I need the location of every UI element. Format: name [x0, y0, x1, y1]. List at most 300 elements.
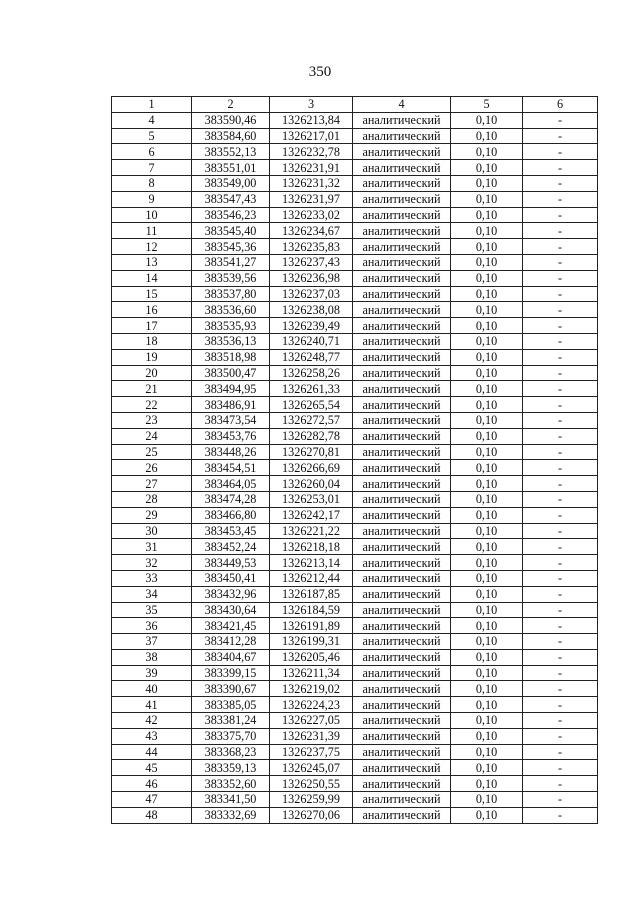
x-coordinate-cell: 383551,01: [192, 160, 270, 176]
table-row: [112, 792, 598, 808]
point-number-cell: 40: [112, 681, 192, 697]
table-row: [112, 476, 598, 492]
y-coordinate-cell: 1326234,67: [270, 223, 353, 239]
accuracy-cell: 0,10: [451, 555, 523, 571]
method-cell: аналитический: [353, 191, 451, 207]
table-row: [112, 728, 598, 744]
note-cell: -: [523, 570, 598, 586]
method-cell: аналитический: [353, 555, 451, 571]
y-coordinate-cell: 1326221,22: [270, 523, 353, 539]
y-coordinate-cell: 1326205,46: [270, 649, 353, 665]
point-number-cell: 25: [112, 444, 192, 460]
y-coordinate-cell: 1326237,75: [270, 744, 353, 760]
note-cell: -: [523, 744, 598, 760]
x-coordinate-cell: 383368,23: [192, 744, 270, 760]
point-number-cell: 20: [112, 365, 192, 381]
x-coordinate-cell: 383518,98: [192, 349, 270, 365]
method-cell: аналитический: [353, 792, 451, 808]
accuracy-cell: 0,10: [451, 807, 523, 823]
y-coordinate-cell: 1326259,99: [270, 792, 353, 808]
table-row: [112, 365, 598, 381]
x-coordinate-cell: 383536,60: [192, 302, 270, 318]
accuracy-cell: 0,10: [451, 444, 523, 460]
y-coordinate-cell: 1326227,05: [270, 713, 353, 729]
method-cell: аналитический: [353, 713, 451, 729]
accuracy-cell: 0,10: [451, 349, 523, 365]
y-coordinate-cell: 1326265,54: [270, 397, 353, 413]
accuracy-cell: 0,10: [451, 476, 523, 492]
method-cell: аналитический: [353, 807, 451, 823]
method-cell: аналитический: [353, 270, 451, 286]
method-cell: аналитический: [353, 318, 451, 334]
x-coordinate-cell: 383449,53: [192, 555, 270, 571]
accuracy-cell: 0,10: [451, 412, 523, 428]
y-coordinate-cell: 1326258,26: [270, 365, 353, 381]
accuracy-cell: 0,10: [451, 618, 523, 634]
accuracy-cell: 0,10: [451, 128, 523, 144]
table-row: [112, 160, 598, 176]
method-cell: аналитический: [353, 381, 451, 397]
y-coordinate-cell: 1326218,18: [270, 539, 353, 555]
x-coordinate-cell: 383535,93: [192, 318, 270, 334]
point-number-cell: 45: [112, 760, 192, 776]
table-header-row: [112, 97, 598, 113]
table-row: [112, 555, 598, 571]
method-cell: аналитический: [353, 333, 451, 349]
table-row: [112, 776, 598, 792]
note-cell: -: [523, 175, 598, 191]
method-cell: аналитический: [353, 507, 451, 523]
y-coordinate-cell: 1326238,08: [270, 302, 353, 318]
x-coordinate-cell: 383430,64: [192, 602, 270, 618]
table-row: [112, 649, 598, 665]
accuracy-cell: 0,10: [451, 223, 523, 239]
note-cell: -: [523, 665, 598, 681]
point-number-cell: 10: [112, 207, 192, 223]
method-cell: аналитический: [353, 175, 451, 191]
table-row: [112, 333, 598, 349]
method-cell: аналитический: [353, 586, 451, 602]
table-body: [112, 97, 598, 824]
accuracy-cell: 0,10: [451, 776, 523, 792]
column-header-3: 3: [270, 97, 353, 113]
method-cell: аналитический: [353, 744, 451, 760]
method-cell: аналитический: [353, 618, 451, 634]
point-number-cell: 34: [112, 586, 192, 602]
y-coordinate-cell: 1326232,78: [270, 144, 353, 160]
y-coordinate-cell: 1326235,83: [270, 239, 353, 255]
method-cell: аналитический: [353, 681, 451, 697]
accuracy-cell: 0,10: [451, 428, 523, 444]
note-cell: -: [523, 349, 598, 365]
note-cell: -: [523, 286, 598, 302]
point-number-cell: 8: [112, 175, 192, 191]
x-coordinate-cell: 383494,95: [192, 381, 270, 397]
note-cell: -: [523, 333, 598, 349]
accuracy-cell: 0,10: [451, 160, 523, 176]
x-coordinate-cell: 383547,43: [192, 191, 270, 207]
accuracy-cell: 0,10: [451, 191, 523, 207]
x-coordinate-cell: 383541,27: [192, 254, 270, 270]
point-number-cell: 46: [112, 776, 192, 792]
point-number-cell: 21: [112, 381, 192, 397]
y-coordinate-cell: 1326266,69: [270, 460, 353, 476]
table-row: [112, 618, 598, 634]
accuracy-cell: 0,10: [451, 744, 523, 760]
x-coordinate-cell: 383341,50: [192, 792, 270, 808]
note-cell: -: [523, 523, 598, 539]
method-cell: аналитический: [353, 428, 451, 444]
point-number-cell: 35: [112, 602, 192, 618]
y-coordinate-cell: 1326212,44: [270, 570, 353, 586]
x-coordinate-cell: 383450,41: [192, 570, 270, 586]
y-coordinate-cell: 1326260,04: [270, 476, 353, 492]
point-number-cell: 19: [112, 349, 192, 365]
x-coordinate-cell: 383545,36: [192, 239, 270, 255]
table-row: [112, 381, 598, 397]
y-coordinate-cell: 1326282,78: [270, 428, 353, 444]
x-coordinate-cell: 383332,69: [192, 807, 270, 823]
y-coordinate-cell: 1326248,77: [270, 349, 353, 365]
accuracy-cell: 0,10: [451, 254, 523, 270]
table-row: [112, 665, 598, 681]
method-cell: аналитический: [353, 144, 451, 160]
accuracy-cell: 0,10: [451, 239, 523, 255]
y-coordinate-cell: 1326253,01: [270, 491, 353, 507]
x-coordinate-cell: 383453,76: [192, 428, 270, 444]
accuracy-cell: 0,10: [451, 681, 523, 697]
x-coordinate-cell: 383545,40: [192, 223, 270, 239]
table-row: [112, 602, 598, 618]
note-cell: -: [523, 144, 598, 160]
point-number-cell: 44: [112, 744, 192, 760]
note-cell: -: [523, 760, 598, 776]
point-number-cell: 7: [112, 160, 192, 176]
note-cell: -: [523, 728, 598, 744]
note-cell: -: [523, 112, 598, 128]
point-number-cell: 18: [112, 333, 192, 349]
point-number-cell: 14: [112, 270, 192, 286]
y-coordinate-cell: 1326219,02: [270, 681, 353, 697]
method-cell: аналитический: [353, 570, 451, 586]
table-row: [112, 286, 598, 302]
point-number-cell: 36: [112, 618, 192, 634]
point-number-cell: 24: [112, 428, 192, 444]
method-cell: аналитический: [353, 634, 451, 650]
y-coordinate-cell: 1326217,01: [270, 128, 353, 144]
accuracy-cell: 0,10: [451, 539, 523, 555]
table-row: [112, 318, 598, 334]
x-coordinate-cell: 383486,91: [192, 397, 270, 413]
table-row: [112, 302, 598, 318]
y-coordinate-cell: 1326211,34: [270, 665, 353, 681]
accuracy-cell: 0,10: [451, 697, 523, 713]
x-coordinate-cell: 383537,80: [192, 286, 270, 302]
table-row: [112, 349, 598, 365]
accuracy-cell: 0,10: [451, 634, 523, 650]
point-number-cell: 26: [112, 460, 192, 476]
table-row: [112, 239, 598, 255]
table-row: [112, 397, 598, 413]
accuracy-cell: 0,10: [451, 460, 523, 476]
point-number-cell: 32: [112, 555, 192, 571]
y-coordinate-cell: 1326213,84: [270, 112, 353, 128]
x-coordinate-cell: 383454,51: [192, 460, 270, 476]
note-cell: -: [523, 397, 598, 413]
note-cell: -: [523, 128, 598, 144]
point-number-cell: 11: [112, 223, 192, 239]
table-row: [112, 586, 598, 602]
accuracy-cell: 0,10: [451, 760, 523, 776]
y-coordinate-cell: 1326237,03: [270, 286, 353, 302]
table-row: [112, 175, 598, 191]
accuracy-cell: 0,10: [451, 523, 523, 539]
note-cell: -: [523, 776, 598, 792]
x-coordinate-cell: 383552,13: [192, 144, 270, 160]
note-cell: -: [523, 460, 598, 476]
accuracy-cell: 0,10: [451, 665, 523, 681]
note-cell: -: [523, 254, 598, 270]
point-number-cell: 22: [112, 397, 192, 413]
y-coordinate-cell: 1326245,07: [270, 760, 353, 776]
accuracy-cell: 0,10: [451, 570, 523, 586]
accuracy-cell: 0,10: [451, 365, 523, 381]
note-cell: -: [523, 586, 598, 602]
note-cell: -: [523, 476, 598, 492]
table-row: [112, 507, 598, 523]
point-number-cell: 39: [112, 665, 192, 681]
table-row: [112, 444, 598, 460]
page-number: 350: [308, 64, 332, 80]
table-row: [112, 713, 598, 729]
note-cell: -: [523, 160, 598, 176]
y-coordinate-cell: 1326270,06: [270, 807, 353, 823]
x-coordinate-cell: 383448,26: [192, 444, 270, 460]
accuracy-cell: 0,10: [451, 586, 523, 602]
y-coordinate-cell: 1326231,91: [270, 160, 353, 176]
x-coordinate-cell: 383352,60: [192, 776, 270, 792]
note-cell: -: [523, 602, 598, 618]
point-number-cell: 37: [112, 634, 192, 650]
table-row: [112, 191, 598, 207]
point-number-cell: 12: [112, 239, 192, 255]
point-number-cell: 4: [112, 112, 192, 128]
method-cell: аналитический: [353, 602, 451, 618]
accuracy-cell: 0,10: [451, 207, 523, 223]
method-cell: аналитический: [353, 460, 451, 476]
x-coordinate-cell: 383466,80: [192, 507, 270, 523]
x-coordinate-cell: 383536,13: [192, 333, 270, 349]
note-cell: -: [523, 507, 598, 523]
point-number-cell: 23: [112, 412, 192, 428]
point-number-cell: 5: [112, 128, 192, 144]
method-cell: аналитический: [353, 697, 451, 713]
method-cell: аналитический: [353, 112, 451, 128]
method-cell: аналитический: [353, 444, 451, 460]
point-number-cell: 33: [112, 570, 192, 586]
method-cell: аналитический: [353, 207, 451, 223]
point-number-cell: 48: [112, 807, 192, 823]
x-coordinate-cell: 383500,47: [192, 365, 270, 381]
method-cell: аналитический: [353, 349, 451, 365]
y-coordinate-cell: 1326184,59: [270, 602, 353, 618]
note-cell: -: [523, 381, 598, 397]
y-coordinate-cell: 1326231,32: [270, 175, 353, 191]
accuracy-cell: 0,10: [451, 270, 523, 286]
note-cell: -: [523, 444, 598, 460]
method-cell: аналитический: [353, 254, 451, 270]
column-header-4: 4: [353, 97, 451, 113]
note-cell: -: [523, 634, 598, 650]
note-cell: -: [523, 697, 598, 713]
accuracy-cell: 0,10: [451, 507, 523, 523]
accuracy-cell: 0,10: [451, 286, 523, 302]
method-cell: аналитический: [353, 223, 451, 239]
table-row: [112, 428, 598, 444]
method-cell: аналитический: [353, 539, 451, 555]
method-cell: аналитический: [353, 412, 451, 428]
point-number-cell: 15: [112, 286, 192, 302]
note-cell: -: [523, 555, 598, 571]
column-header-2: 2: [192, 97, 270, 113]
accuracy-cell: 0,10: [451, 175, 523, 191]
note-cell: -: [523, 223, 598, 239]
method-cell: аналитический: [353, 760, 451, 776]
note-cell: -: [523, 191, 598, 207]
x-coordinate-cell: 383404,67: [192, 649, 270, 665]
y-coordinate-cell: 1326224,23: [270, 697, 353, 713]
x-coordinate-cell: 383539,56: [192, 270, 270, 286]
column-header-5: 5: [451, 97, 523, 113]
method-cell: аналитический: [353, 286, 451, 302]
note-cell: -: [523, 491, 598, 507]
accuracy-cell: 0,10: [451, 491, 523, 507]
x-coordinate-cell: 383385,05: [192, 697, 270, 713]
y-coordinate-cell: 1326240,71: [270, 333, 353, 349]
x-coordinate-cell: 383399,15: [192, 665, 270, 681]
column-header-6: 6: [523, 97, 598, 113]
accuracy-cell: 0,10: [451, 602, 523, 618]
x-coordinate-cell: 383390,67: [192, 681, 270, 697]
table-row: [112, 254, 598, 270]
note-cell: -: [523, 713, 598, 729]
note-cell: -: [523, 649, 598, 665]
note-cell: -: [523, 302, 598, 318]
x-coordinate-cell: 383421,45: [192, 618, 270, 634]
y-coordinate-cell: 1326261,33: [270, 381, 353, 397]
point-number-cell: 38: [112, 649, 192, 665]
note-cell: -: [523, 618, 598, 634]
note-cell: -: [523, 365, 598, 381]
note-cell: -: [523, 318, 598, 334]
y-coordinate-cell: 1326239,49: [270, 318, 353, 334]
y-coordinate-cell: 1326236,98: [270, 270, 353, 286]
x-coordinate-cell: 383473,54: [192, 412, 270, 428]
y-coordinate-cell: 1326242,17: [270, 507, 353, 523]
table-row: [112, 539, 598, 555]
method-cell: аналитический: [353, 128, 451, 144]
table-row: [112, 744, 598, 760]
note-cell: -: [523, 539, 598, 555]
accuracy-cell: 0,10: [451, 333, 523, 349]
note-cell: -: [523, 681, 598, 697]
table-row: [112, 207, 598, 223]
x-coordinate-cell: 383584,60: [192, 128, 270, 144]
x-coordinate-cell: 383590,46: [192, 112, 270, 128]
accuracy-cell: 0,10: [451, 649, 523, 665]
method-cell: аналитический: [353, 728, 451, 744]
method-cell: аналитический: [353, 365, 451, 381]
point-number-cell: 27: [112, 476, 192, 492]
table-row: [112, 112, 598, 128]
x-coordinate-cell: 383452,24: [192, 539, 270, 555]
accuracy-cell: 0,10: [451, 302, 523, 318]
accuracy-cell: 0,10: [451, 713, 523, 729]
y-coordinate-cell: 1326187,85: [270, 586, 353, 602]
note-cell: -: [523, 412, 598, 428]
method-cell: аналитический: [353, 239, 451, 255]
point-number-cell: 13: [112, 254, 192, 270]
y-coordinate-cell: 1326231,39: [270, 728, 353, 744]
table-row: [112, 144, 598, 160]
note-cell: -: [523, 792, 598, 808]
method-cell: аналитический: [353, 776, 451, 792]
y-coordinate-cell: 1326213,14: [270, 555, 353, 571]
point-number-cell: 16: [112, 302, 192, 318]
table-row: [112, 491, 598, 507]
x-coordinate-cell: 383432,96: [192, 586, 270, 602]
method-cell: аналитический: [353, 665, 451, 681]
note-cell: -: [523, 207, 598, 223]
method-cell: аналитический: [353, 160, 451, 176]
table-row: [112, 128, 598, 144]
point-number-cell: 28: [112, 491, 192, 507]
table-row: [112, 681, 598, 697]
point-number-cell: 31: [112, 539, 192, 555]
y-coordinate-cell: 1326237,43: [270, 254, 353, 270]
x-coordinate-cell: 383549,00: [192, 175, 270, 191]
table-row: [112, 634, 598, 650]
accuracy-cell: 0,10: [451, 397, 523, 413]
y-coordinate-cell: 1326233,02: [270, 207, 353, 223]
accuracy-cell: 0,10: [451, 792, 523, 808]
table-row: [112, 760, 598, 776]
point-number-cell: 9: [112, 191, 192, 207]
accuracy-cell: 0,10: [451, 381, 523, 397]
note-cell: -: [523, 428, 598, 444]
x-coordinate-cell: 383381,24: [192, 713, 270, 729]
method-cell: аналитический: [353, 523, 451, 539]
y-coordinate-cell: 1326250,55: [270, 776, 353, 792]
table-row: [112, 270, 598, 286]
table-row: [112, 570, 598, 586]
method-cell: аналитический: [353, 476, 451, 492]
table-row: [112, 460, 598, 476]
point-number-cell: 29: [112, 507, 192, 523]
point-number-cell: 47: [112, 792, 192, 808]
y-coordinate-cell: 1326272,57: [270, 412, 353, 428]
method-cell: аналитический: [353, 397, 451, 413]
accuracy-cell: 0,10: [451, 318, 523, 334]
table-row: [112, 412, 598, 428]
table-row: [112, 223, 598, 239]
point-number-cell: 30: [112, 523, 192, 539]
point-number-cell: 17: [112, 318, 192, 334]
table-row: [112, 807, 598, 823]
x-coordinate-cell: 383412,28: [192, 634, 270, 650]
accuracy-cell: 0,10: [451, 728, 523, 744]
x-coordinate-cell: 383464,05: [192, 476, 270, 492]
